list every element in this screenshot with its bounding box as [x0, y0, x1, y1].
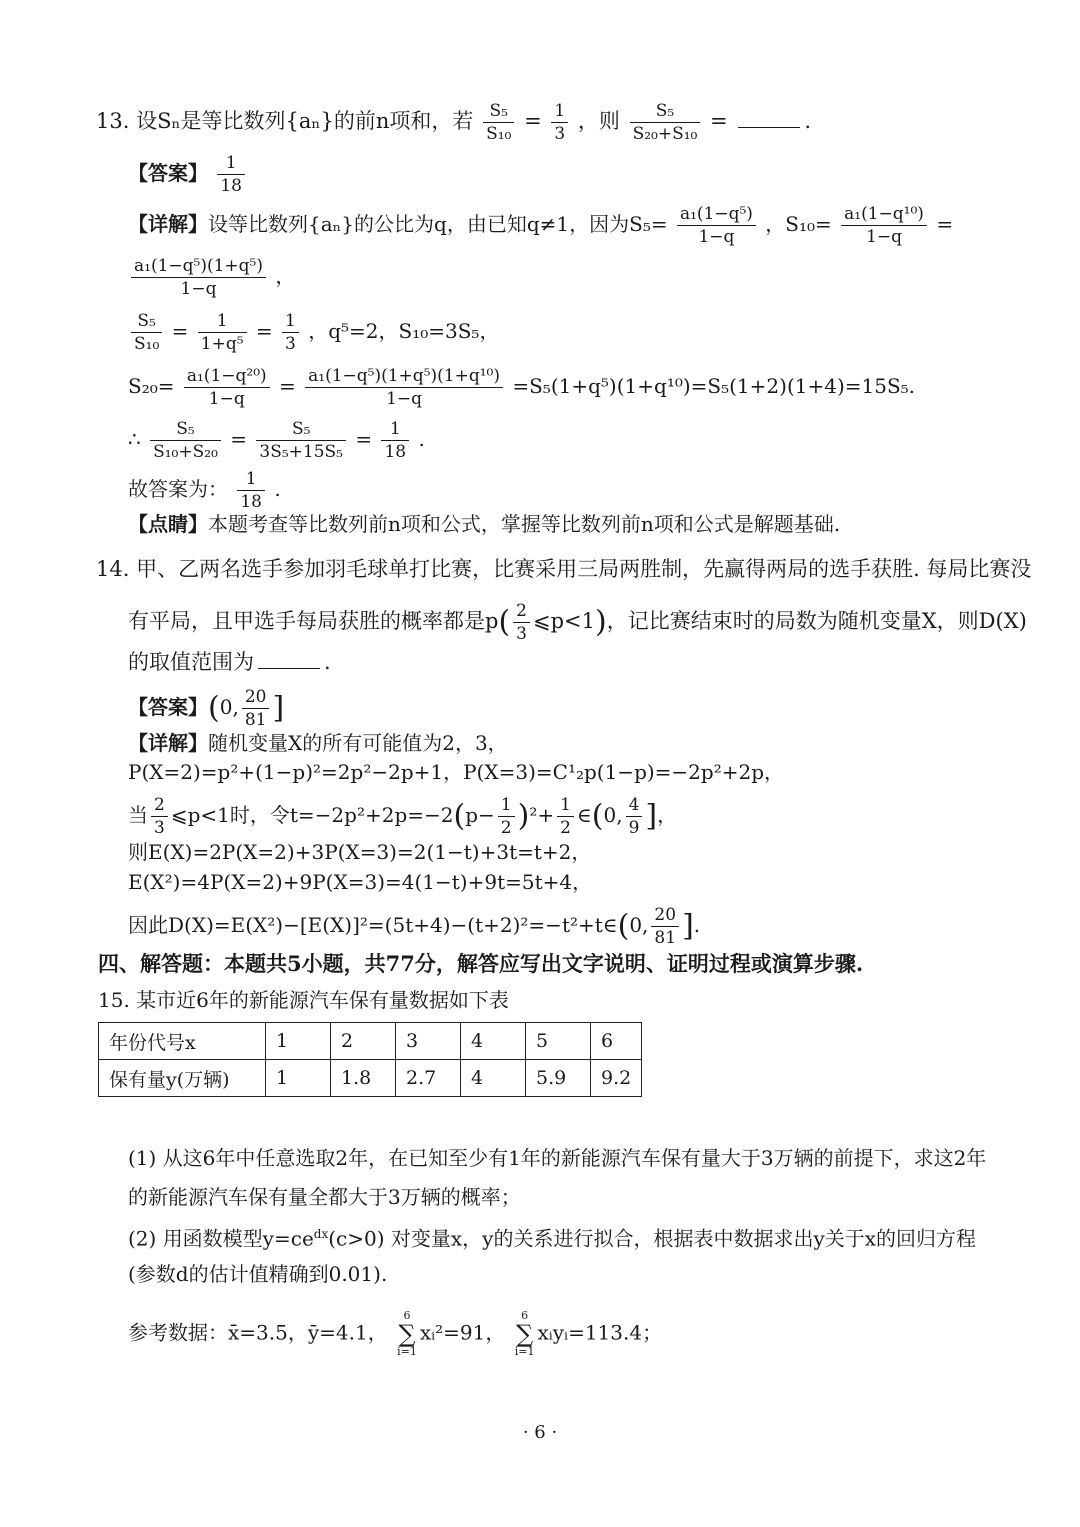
- detail-text: ，q⁵=2，S₁₀=3S₅，: [308, 319, 500, 343]
- section-heading-text: 四、解答题：本题共5小题，共77分，解答应写出文字说明、证明过程或演算步骤.: [98, 951, 864, 976]
- numerator: S₅: [630, 100, 701, 123]
- q13-detail-line-5: [128, 418, 425, 463]
- fraction: [677, 203, 756, 248]
- table-cell: 4: [461, 1060, 526, 1097]
- table-cell: 5: [526, 1023, 591, 1060]
- q14-detail-line-5: [128, 868, 592, 896]
- fraction: [131, 310, 162, 355]
- table-cell: 4: [461, 1023, 526, 1060]
- denominator: S₁₀: [134, 334, 160, 354]
- denominator: 18: [240, 492, 262, 512]
- paren-open: (: [591, 798, 604, 834]
- page-number: · 6 ·: [522, 1422, 558, 1443]
- denominator: S₁₀+S₂₀: [153, 442, 218, 462]
- q15-part1-line-1: [128, 1144, 986, 1172]
- comma: ，: [275, 264, 296, 288]
- numerator: 1: [217, 152, 245, 175]
- q13-detail-line-3: [128, 310, 499, 355]
- detail-text: =S₅(1+q⁵)(1+q¹⁰)=S₅(1+2)(1+4)=15S₅.: [512, 374, 916, 398]
- detail-text: P(X=2)=p²+(1−p)²=2p²−2p+1，P(X=3)=C¹₂p(1−p)=−2p²+2p，: [128, 760, 785, 784]
- denominator: 3: [154, 818, 165, 838]
- q15-part2-text: (参数d的估计值精确到0.01).: [128, 1262, 388, 1286]
- equals: =: [255, 319, 273, 343]
- bracket-close: ]: [272, 690, 285, 726]
- sum-lower-limit: i=1: [514, 1345, 535, 1358]
- q13-comment-line: [128, 510, 840, 538]
- comma: ，: [657, 803, 678, 827]
- equals: =: [710, 109, 728, 133]
- equals: =: [355, 427, 373, 451]
- numerator: 4: [626, 794, 643, 817]
- interval-start: 0,: [219, 695, 239, 719]
- q15-part2-line-2: [128, 1260, 387, 1288]
- numerator: 1: [237, 468, 265, 491]
- numerator: 20: [651, 904, 679, 927]
- reference-label: 参考数据：: [128, 1320, 228, 1345]
- numerator: 20: [242, 686, 270, 709]
- table-row: [99, 1060, 642, 1097]
- q14-line-2: [128, 600, 1027, 645]
- answer-label: 【答案】: [128, 695, 208, 719]
- denominator: 1−q: [208, 389, 245, 409]
- q14-line-1: [96, 555, 1031, 583]
- therefore-symbol: ∴: [128, 427, 141, 451]
- detail-text: ，S₁₀=: [765, 212, 832, 236]
- denominator: 1−q: [866, 227, 903, 247]
- q15-stem-line: [98, 986, 509, 1014]
- fraction: [282, 310, 299, 355]
- fraction: [513, 600, 530, 645]
- q15-part1-text: 的新能源汽车保有量全都大于3万辆的概率；: [128, 1185, 521, 1209]
- fraction: [217, 152, 245, 197]
- answer-label: 【答案】: [128, 161, 208, 185]
- q14-stem: 有平局，且甲选手每局获胜的概率都是p: [128, 609, 499, 633]
- numerator: S₅: [483, 100, 514, 123]
- q15-part1-line-2: [128, 1183, 521, 1211]
- denominator: 81: [654, 928, 677, 948]
- detail-text: 当: [128, 803, 148, 827]
- table-cell: 1.8: [331, 1060, 396, 1097]
- section-heading: [98, 950, 863, 978]
- q14-detail-line-2: [128, 758, 784, 786]
- paren-open: (: [208, 690, 220, 726]
- detail-text: S₂₀=: [128, 374, 175, 398]
- detail-text: ⩽p<1时，令t=−2p²+2p=−2: [170, 803, 454, 827]
- q14-detail-line-3: [128, 794, 677, 839]
- sum-upper-limit: 6: [403, 1309, 411, 1322]
- fraction: [237, 468, 265, 513]
- numerator: a₁(1−q⁵): [677, 203, 756, 226]
- equals: =: [171, 319, 189, 343]
- denominator: 18: [384, 442, 407, 462]
- numerator: 1: [557, 794, 574, 817]
- numerator: 2: [151, 794, 168, 817]
- bracket-close: ]: [682, 908, 694, 944]
- q15-part2-text: (c>0) 对变量x，y的关系进行拟合，根据表中数据求出y关于x的回归方程: [328, 1226, 977, 1251]
- q13-final-line: [128, 468, 281, 513]
- q15-part1-text: (1) 从这6年中任意选取2年，在已知至少有1年的新能源汽车保有量大于3万辆的前提下，求这2年: [128, 1146, 987, 1170]
- q15-stem: 15. 某市近6年的新能源汽车保有量数据如下表: [98, 988, 509, 1012]
- table-cell: 1: [266, 1060, 331, 1097]
- q13-stem-line: [96, 100, 811, 145]
- q14-stem: 14. 甲、乙两名选手参加羽毛球单打比赛，比赛采用三局两胜制，先赢得两局的选手获胜. 每局比赛没: [96, 557, 1032, 581]
- comment-label: 【点睛】: [128, 512, 208, 536]
- denominator: 2: [560, 818, 571, 838]
- interval-start: 0,: [629, 913, 649, 937]
- answer-blank: [258, 650, 320, 669]
- sum-lower-limit: i=1: [397, 1345, 417, 1358]
- table-cell: 2: [331, 1023, 396, 1060]
- exponent: dx: [313, 1227, 329, 1241]
- fraction: [256, 418, 346, 463]
- denominator: S₁₀: [486, 124, 512, 144]
- fraction: [841, 203, 927, 248]
- detail-text: 随机变量X的所有可能值为2，3，: [208, 731, 508, 755]
- numerator: S₅: [256, 418, 346, 441]
- fraction: [198, 310, 247, 355]
- element-of: ∈: [576, 803, 592, 827]
- equals: =: [279, 374, 296, 398]
- fraction: [498, 794, 515, 839]
- numerator: 1: [551, 100, 568, 123]
- period: .: [324, 650, 331, 674]
- fraction: [242, 686, 270, 731]
- denominator: 9: [628, 818, 640, 838]
- q13-detail-line-4: [128, 365, 915, 410]
- paren-close: ): [595, 604, 607, 640]
- denominator: S₂₀+S₁₀: [632, 124, 698, 144]
- bracket-close: ]: [645, 798, 658, 834]
- q14-answer-line: [128, 686, 284, 731]
- numerator: a₁(1−q⁵)(1+q⁵)(1+q¹⁰): [305, 365, 503, 388]
- table-header-cell: 年份代号x: [99, 1023, 266, 1060]
- denominator: 18: [220, 176, 242, 196]
- denominator: 2: [500, 818, 512, 838]
- table-cell: 2.7: [396, 1060, 461, 1097]
- period: .: [274, 477, 281, 501]
- numerator: S₅: [131, 310, 162, 333]
- denominator: 3: [554, 124, 566, 144]
- numerator: 2: [513, 600, 530, 623]
- denominator: 3: [285, 334, 296, 354]
- fraction: [184, 365, 270, 410]
- paren-open: (: [617, 908, 630, 944]
- comment-text: 本题考查等比数列前n项和公式，掌握等比数列前n项和公式是解题基础.: [208, 512, 841, 536]
- table-cell: 9.2: [591, 1060, 642, 1097]
- paren-close: ): [517, 798, 530, 834]
- q14-detail-line-1: [128, 729, 508, 757]
- denominator: 1−q: [698, 227, 735, 247]
- detail-text: E(X²)=4P(X=2)+9P(X=3)=4(1−t)+9t=5t+4，: [128, 870, 593, 894]
- fraction: [483, 100, 514, 145]
- reference-text: xᵢyᵢ=113.4；: [537, 1320, 663, 1345]
- paren-open: (: [453, 798, 466, 834]
- fraction: [305, 365, 503, 410]
- reference-text: x̄=3.5，ȳ=4.1，: [228, 1320, 388, 1345]
- inequality: ⩽p<1: [533, 609, 595, 633]
- table-cell: 6: [591, 1023, 642, 1060]
- table-cell: 5.9: [526, 1060, 591, 1097]
- data-table: [98, 1022, 642, 1097]
- q13-detail-line-1: [128, 203, 953, 248]
- q15-part2-line-1: [128, 1220, 976, 1253]
- denominator: 1−q: [386, 389, 423, 409]
- paren-open: (: [498, 604, 511, 640]
- sum-symbol: ∑: [398, 1320, 416, 1348]
- period: .: [693, 913, 701, 937]
- table-cell: 1: [266, 1023, 331, 1060]
- fraction: [131, 255, 266, 300]
- final-answer-text: 故答案为：: [128, 477, 228, 501]
- sum-operator: [397, 1310, 417, 1358]
- numerator: a₁(1−q²⁰): [184, 365, 270, 388]
- equals: =: [936, 212, 954, 236]
- equals: =: [524, 109, 542, 133]
- q14-stem: ，记比赛结束时的局数为随机变量X，则D(X): [606, 609, 1027, 633]
- reference-text: xᵢ²=91，: [419, 1320, 506, 1345]
- detail-label: 【详解】: [128, 212, 208, 236]
- detail-label: 【详解】: [128, 731, 208, 755]
- q13-stem: 13. 设Sₙ是等比数列{aₙ}的前n项和，若: [96, 109, 474, 133]
- sum-operator: [515, 1310, 535, 1358]
- fraction: [626, 794, 643, 839]
- numerator: 1: [282, 310, 299, 333]
- q13-detail-line-2: [128, 255, 295, 300]
- fraction: [630, 100, 701, 145]
- numerator: 1: [381, 418, 409, 441]
- table-header-cell: 保有量y(万辆): [99, 1060, 266, 1097]
- interval-start: 0,: [603, 803, 623, 827]
- answer-blank: [738, 109, 800, 128]
- q15-reference-line: [128, 1310, 662, 1358]
- fraction: [551, 100, 568, 145]
- sum-symbol: ∑: [516, 1320, 534, 1348]
- fraction: [651, 904, 679, 949]
- denominator: 3S₅+15S₅: [259, 442, 343, 462]
- q15-part2-text: (2) 用函数模型y=ce: [128, 1226, 314, 1251]
- detail-text: ²+: [529, 803, 555, 827]
- numerator: S₅: [150, 418, 221, 441]
- detail-text: p−: [465, 803, 495, 827]
- denominator: 81: [244, 710, 267, 730]
- denominator: 1−q: [180, 279, 217, 299]
- numerator: 1: [198, 310, 247, 333]
- sum-upper-limit: 6: [521, 1309, 529, 1322]
- fraction: [150, 418, 221, 463]
- q14-line-3: [128, 648, 331, 676]
- detail-text: 因此D(X)=E(X²)−[E(X)]²=(5t+4)−(t+2)²=−t²+t∈: [128, 913, 618, 937]
- equals: =: [230, 427, 248, 451]
- fraction: [151, 794, 168, 839]
- q13-answer-line: [128, 152, 248, 197]
- table-cell: 3: [396, 1023, 461, 1060]
- numerator: a₁(1−q¹⁰): [841, 203, 927, 226]
- q13-stem-mid: ，则: [577, 109, 620, 133]
- numerator: a₁(1−q⁵)(1+q⁵): [131, 255, 266, 278]
- denominator: 1+q⁵: [200, 334, 244, 354]
- detail-text: 则E(X)=2P(X=2)+3P(X=3)=2(1−t)+3t=t+2，: [128, 840, 592, 864]
- q14-stem: 的取值范围为: [128, 650, 254, 674]
- q14-detail-line-6: [128, 904, 700, 949]
- table-row: [99, 1023, 642, 1060]
- fraction: [381, 418, 409, 463]
- denominator: 3: [516, 624, 527, 644]
- numerator: 1: [498, 794, 515, 817]
- detail-text: 设等比数列{aₙ}的公比为q，由已知q≠1，因为S₅=: [208, 212, 668, 236]
- q14-detail-line-4: [128, 838, 591, 866]
- period: .: [418, 427, 425, 451]
- fraction: [557, 794, 574, 839]
- period: .: [804, 109, 812, 133]
